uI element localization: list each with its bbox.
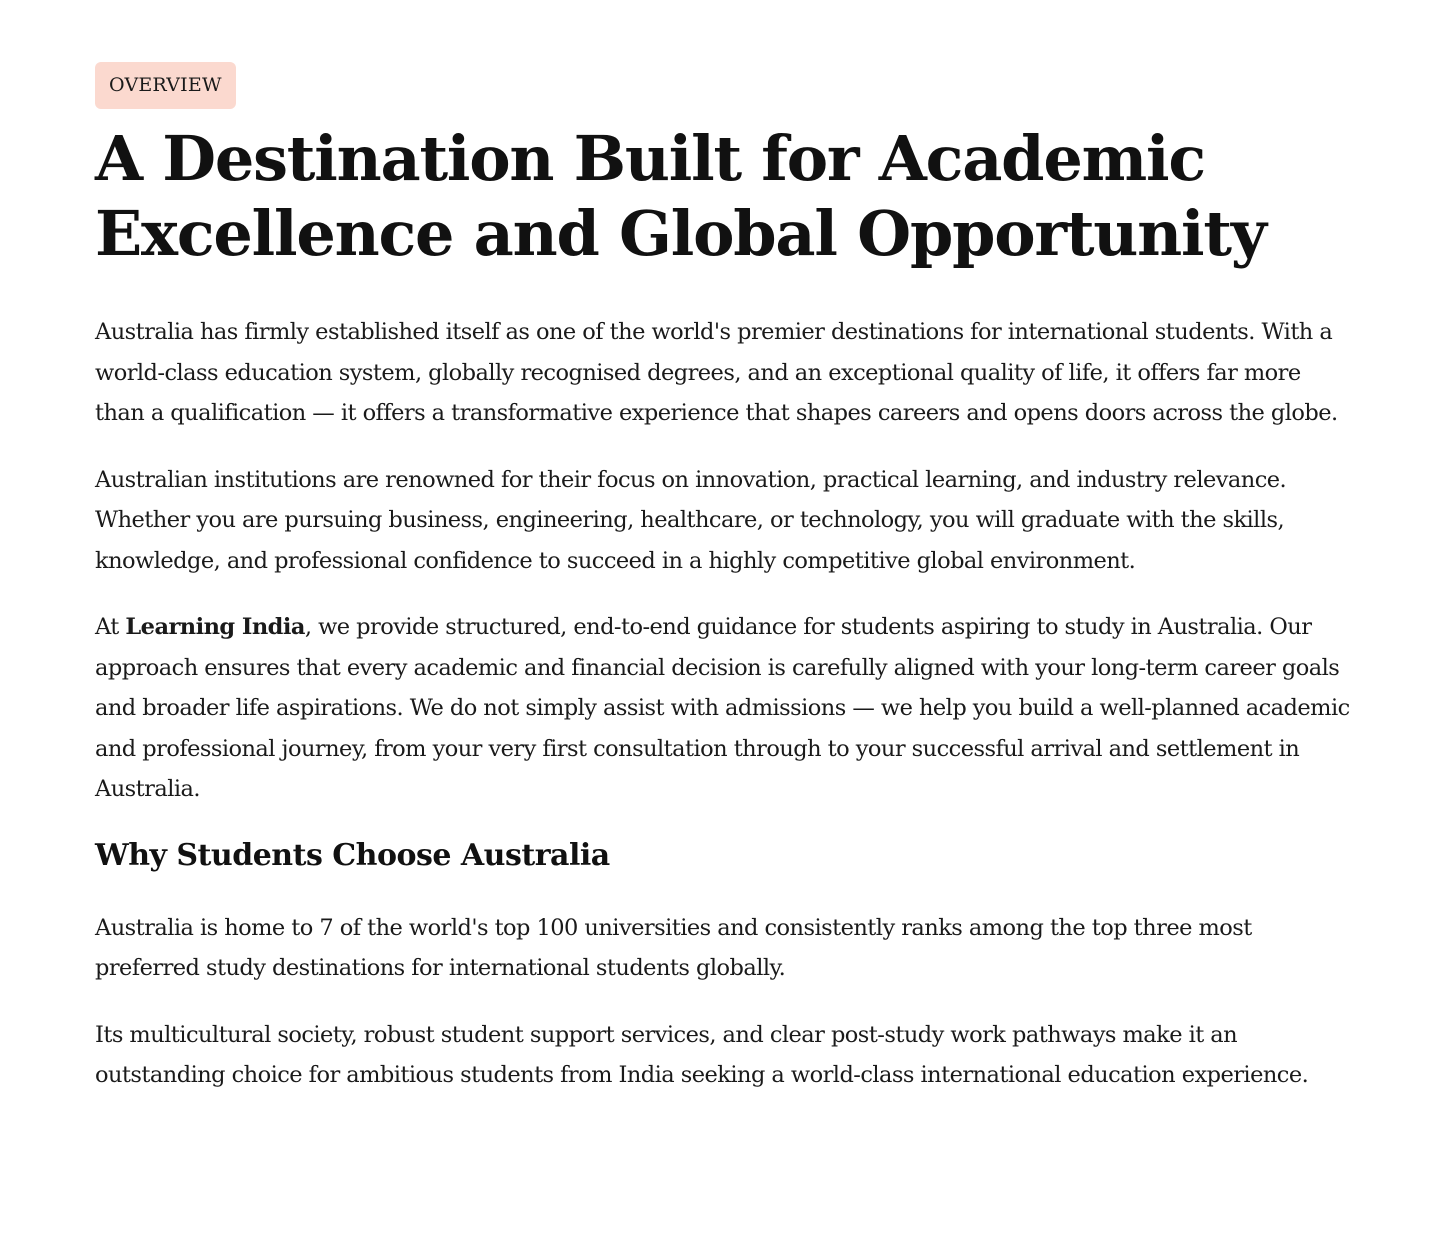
- overview-section: [95, 62, 1355, 1096]
- institutions-paragraph: Australian institutions are renowned for their focus on innovation, practical learning, and industry relevance. Whether you are pursuing business, engineering, healthcare, or technology, you will graduate with the skills, knowledge, and professional confidence to succeed in a highly competitive global environment.: [95, 466, 1287, 574]
- paragraph-rest: , we provide structured, end-to-end guidance for students aspiring to study in Australia. Our approach ensures that every academic and financial decision is carefully aligned with your long-term career goals and broader life aspirations. We do not simply assist with admissions — we help you build a well-planned academic and professional journey, from your very first consultation through to your successful arrival and settlement in Australia.: [95, 614, 1350, 802]
- rankings-paragraph: Australia is home to 7 of the world's top 100 universities and consistently ranks among the top three most preferred study destinations for international students globally.: [95, 914, 1252, 981]
- page-title-line-1: A Destination Built for Academic: [95, 122, 1205, 195]
- multicultural-paragraph: Its multicultural society, robust student support services, and clear post-study work pathways make it an outstanding choice for ambitious students from India seeking a world-class international education experience.: [95, 1021, 1309, 1088]
- page-title: [95, 121, 1355, 271]
- overview-body: [95, 312, 1355, 1096]
- section-badge: OVERVIEW: [95, 62, 236, 109]
- learning-india-paragraph: [95, 607, 1355, 810]
- why-australia-heading: Why Students Choose Australia: [95, 837, 610, 873]
- page-title-line-2: Excellence and Global Opportunity: [95, 197, 1266, 270]
- intro-paragraph: Australia has firmly established itself as one of the world's premier destinations for international students. With a world-class education system, globally recognised degrees, and an exceptional quality of life, it offers far more than a qualification — it offers a transformative experience that shapes careers and opens doors across the globe.: [95, 319, 1338, 426]
- paragraph-prefix: At: [95, 614, 126, 640]
- brand-name: Learning India: [125, 614, 305, 640]
